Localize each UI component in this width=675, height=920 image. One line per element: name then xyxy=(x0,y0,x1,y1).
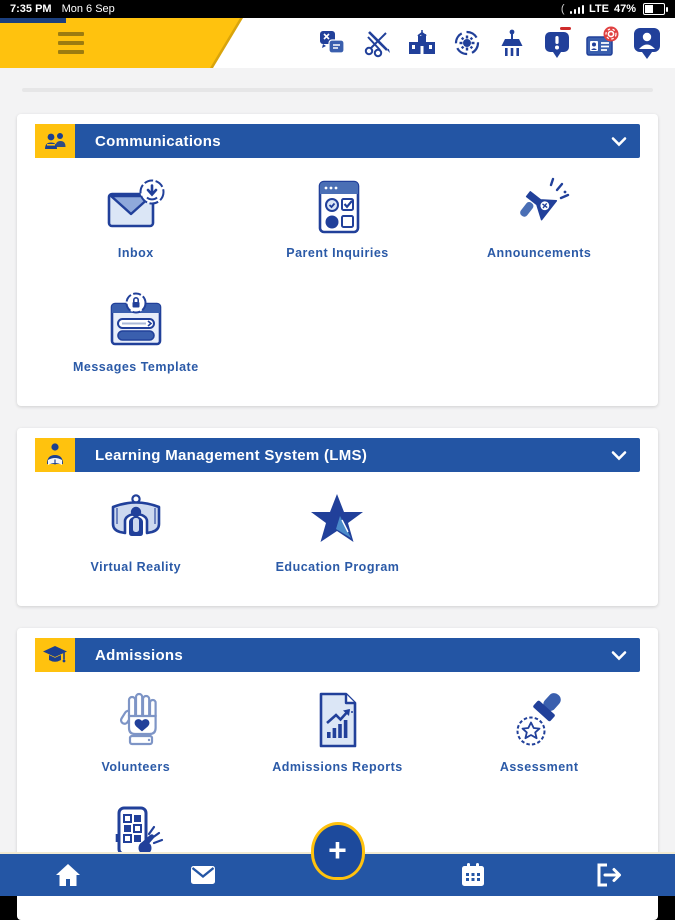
section-title: Communications xyxy=(95,132,221,150)
app-bar xyxy=(0,18,675,68)
report-chart-icon xyxy=(308,688,366,750)
message-template-icon xyxy=(104,288,168,350)
settings-sync-icon[interactable] xyxy=(449,25,485,61)
add-button[interactable] xyxy=(311,822,365,880)
tile-label: Virtual Reality xyxy=(90,560,182,574)
megaphone-icon xyxy=(508,174,570,236)
chevron-down-icon[interactable] xyxy=(612,137,626,146)
lms-header[interactable] xyxy=(35,438,640,472)
tile-label: Education Program xyxy=(275,560,400,574)
content-divider xyxy=(22,88,653,92)
tile-volunteers[interactable] xyxy=(35,688,237,774)
status-time: 7:35 PM xyxy=(10,3,52,15)
graduation-cap-icon xyxy=(35,638,75,672)
vr-headset-icon xyxy=(103,488,169,550)
main-content[interactable] xyxy=(0,68,675,852)
chat-translate-icon[interactable] xyxy=(314,25,350,61)
tile-parent-inquiries[interactable] xyxy=(237,174,439,260)
tile-education-program[interactable] xyxy=(237,488,439,574)
tile-label: Inbox xyxy=(117,246,154,260)
tile-label: Announcements xyxy=(486,246,592,260)
network-type-label: LTE xyxy=(589,3,609,15)
volunteer-hand-icon xyxy=(106,688,166,750)
profile-bubble-icon[interactable] xyxy=(629,25,665,61)
inbox-envelope-icon xyxy=(103,174,169,236)
section-communications xyxy=(17,114,658,406)
signal-strength-icon xyxy=(570,4,585,14)
people-icon xyxy=(35,124,75,158)
tile-admissions-reports[interactable] xyxy=(237,688,439,774)
school-building-icon[interactable] xyxy=(404,25,440,61)
admissions-header[interactable] xyxy=(35,638,640,672)
id-badge-icon[interactable] xyxy=(584,25,620,61)
tile-announcements[interactable] xyxy=(438,174,640,260)
tile-label: Parent Inquiries xyxy=(286,246,389,260)
chevron-down-icon[interactable] xyxy=(612,651,626,660)
scissors-pencil-icon[interactable] xyxy=(359,25,395,61)
header-yellow-panel xyxy=(0,18,240,68)
reading-person-icon xyxy=(35,438,75,472)
tile-label: Messages Template xyxy=(72,360,199,374)
chevron-down-icon[interactable] xyxy=(612,451,626,460)
status-date: Mon 6 Sep xyxy=(61,3,115,15)
section-title: Learning Management System (LMS) xyxy=(95,446,368,464)
silent-mode-icon: ( xyxy=(560,3,565,15)
logout-icon[interactable] xyxy=(578,853,638,897)
alert-bubble-icon[interactable] xyxy=(539,25,575,61)
tile-label: Admissions Reports xyxy=(272,760,403,774)
hamburger-menu-icon[interactable] xyxy=(58,32,84,54)
section-title: Admissions xyxy=(95,646,184,664)
podium-icon[interactable] xyxy=(494,25,530,61)
checklist-icon xyxy=(307,174,367,236)
tile-label: Volunteers xyxy=(101,760,171,774)
mail-icon[interactable] xyxy=(173,853,233,897)
tile-messages-template[interactable] xyxy=(35,288,237,374)
home-icon[interactable] xyxy=(38,853,98,897)
tile-inbox[interactable] xyxy=(35,174,237,260)
header-navy-strip xyxy=(0,18,66,23)
star-icon xyxy=(306,488,368,550)
battery-icon xyxy=(643,3,665,15)
battery-percent-label: 47% xyxy=(613,3,636,15)
stamp-icon xyxy=(508,688,570,750)
plus-icon: + xyxy=(328,832,347,868)
calendar-icon[interactable] xyxy=(443,853,503,897)
tile-virtual-reality[interactable] xyxy=(35,488,237,574)
tile-label: Assessment xyxy=(499,760,579,774)
app-bar-actions xyxy=(314,18,665,68)
status-bar xyxy=(0,0,675,18)
tile-assessment[interactable] xyxy=(438,688,640,774)
communications-header[interactable] xyxy=(35,124,640,158)
section-lms xyxy=(17,428,658,606)
